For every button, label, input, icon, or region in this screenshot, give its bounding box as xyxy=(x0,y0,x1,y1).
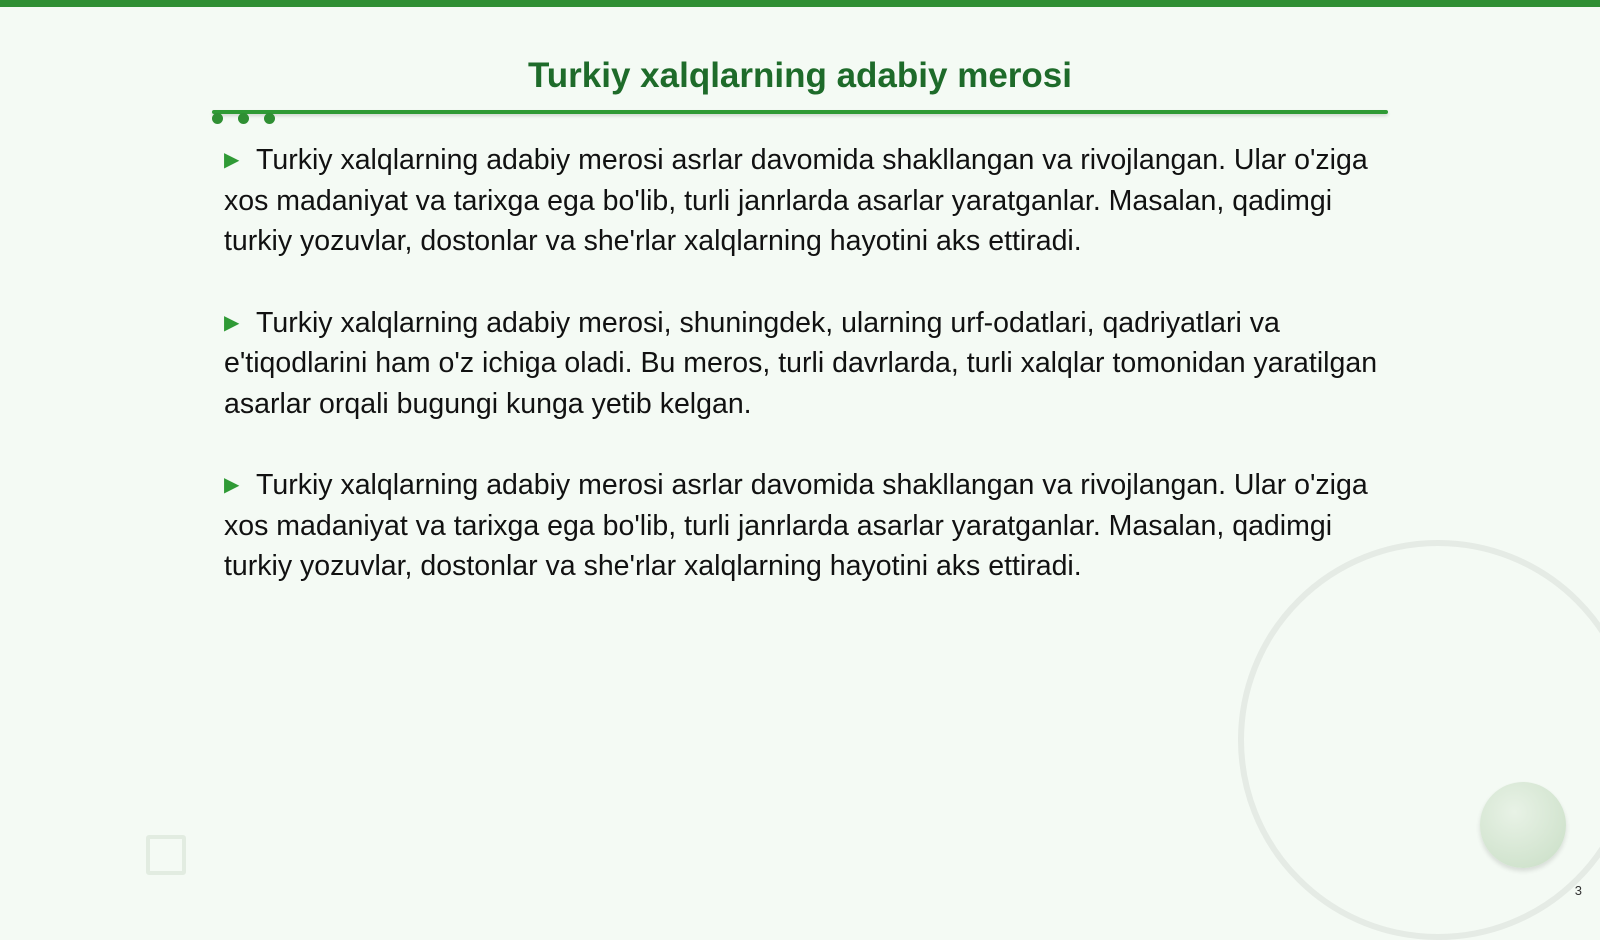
paragraph-text: Turkiy xalqlarning adabiy merosi, shuningdek, ularning urf-odatlari, qadriyatlari va e'tiqodlarini ham o'z ichiga oladi. Bu meros, turli davrlarda, turli xalqlar tomonidan yaratilgan asarlar orqali bugungi kunga yetib kelgan. xyxy=(224,306,1378,420)
top-accent-bar xyxy=(0,0,1600,7)
page-number: 3 xyxy=(1574,883,1582,898)
triangle-right-icon: ▶ xyxy=(224,474,240,496)
decorative-bubble xyxy=(1480,782,1566,868)
dot-icon xyxy=(238,113,249,124)
dot-icon xyxy=(212,113,223,124)
paragraph-text: Turkiy xalqlarning adabiy merosi asrlar davomida shakllangan va rivojlangan. Ular o'ziga xos madaniyat va tarixga ega bo'lib, turli janrlarda asarlar yaratganlar. Masalan, qadimgi turkiy yozuvlar, dostonlar va she'rlar xalqlarning hayotini aks ettiradi. xyxy=(224,469,1368,582)
decorative-square xyxy=(146,835,186,875)
paragraph-text: Turkiy xalqlarning adabiy merosi asrlar davomida shakllangan va rivojlangan. Ular o'ziga xos madaniyat va tarixga ega bo'lib, turli janrlarda asarlar yaratganlar. Masalan, qadimgi turkiy yozuvlar, dostonlar va she'rlar xalqlarning hayotini aks ettiradi. xyxy=(224,144,1368,257)
dot-icon xyxy=(264,113,275,124)
bullet-paragraph-1 xyxy=(224,140,1384,262)
bullet-paragraph-3 xyxy=(224,465,1384,587)
triangle-right-icon: ▶ xyxy=(224,149,240,171)
bullet-list xyxy=(224,140,1384,628)
bullet-paragraph-2 xyxy=(224,303,1384,425)
title-underline xyxy=(212,110,1388,114)
triangle-right-icon: ▶ xyxy=(224,311,240,334)
slide-title: Turkiy xalqlarning adabiy merosi xyxy=(528,56,1072,95)
